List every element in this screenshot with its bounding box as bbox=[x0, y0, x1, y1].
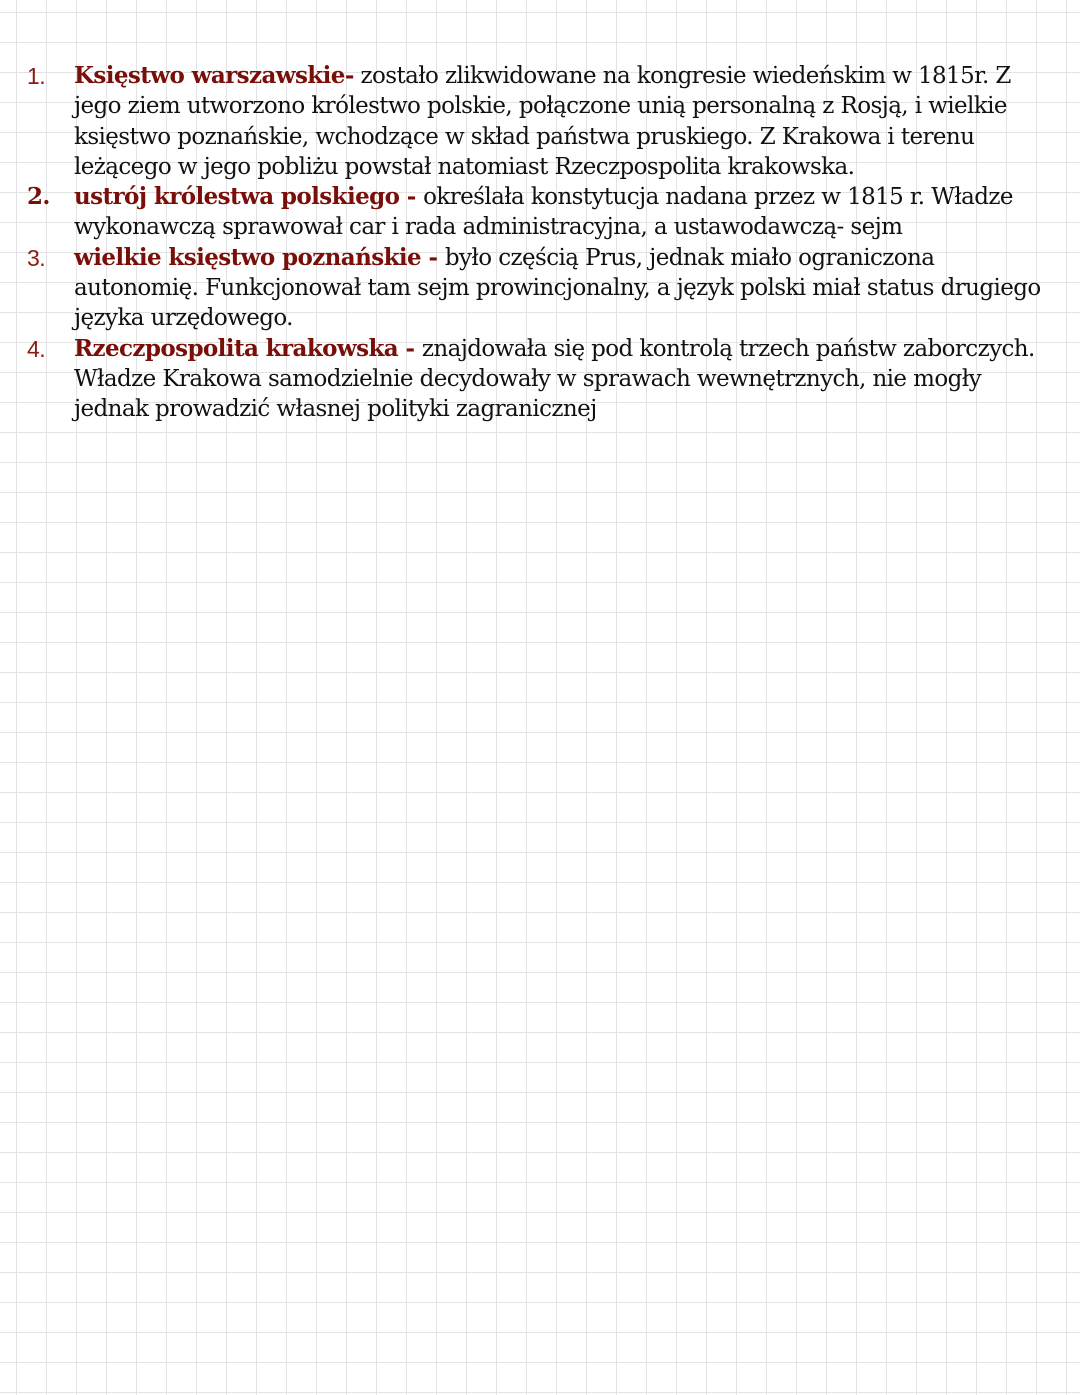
list-item bbox=[0, 243, 1080, 334]
item-text: było częścią Prus, jednak miało ograniczona autonomię. Funkcjonował tam sejm prowincjonalny, a język polski miał status drugiego języka urzędowego. bbox=[74, 244, 1041, 332]
list-item bbox=[0, 334, 1080, 425]
item-term: Księstwo warszawskie- bbox=[74, 62, 354, 89]
item-text: znajdowała się pod kontrolą trzech państw zaborczych. Władze Krakowa samodzielnie decydowały w sprawach wewnętrznych, nie mogły jednak prowadzić własnej polityki zagranicznej bbox=[74, 335, 1035, 423]
notes-list bbox=[0, 61, 1080, 425]
item-term: ustrój królestwa polskiego - bbox=[74, 183, 424, 211]
item-number: 2. bbox=[27, 183, 50, 211]
list-item bbox=[0, 61, 1080, 182]
item-number: 3. bbox=[27, 244, 45, 271]
item-term: Rzeczpospolita krakowska - bbox=[74, 334, 422, 362]
item-number: 1. bbox=[27, 63, 45, 89]
item-term: wielkie księstwo poznańskie - bbox=[74, 243, 445, 271]
item-text: zostało zlikwidowane na kongresie wiedeńskim w 1815r. Z jego ziem utworzono królestwo polskie, połączone unią personalną z Rosją, i wielkie księstwo poznańskie, wchodzące w skład państwa pruskiego. Z Krakowa i terenu leżącego w jego pobliżu powstał natomiast Rzeczpospolita krakowska. bbox=[74, 63, 1011, 180]
item-number: 4. bbox=[27, 335, 45, 362]
list-item bbox=[0, 182, 1080, 243]
item-text: określała konstytucja nadana przez w 1815 r. Władze wykonawczą sprawował car i rada administracyjna, a ustawodawczą- sejm bbox=[74, 184, 1013, 241]
